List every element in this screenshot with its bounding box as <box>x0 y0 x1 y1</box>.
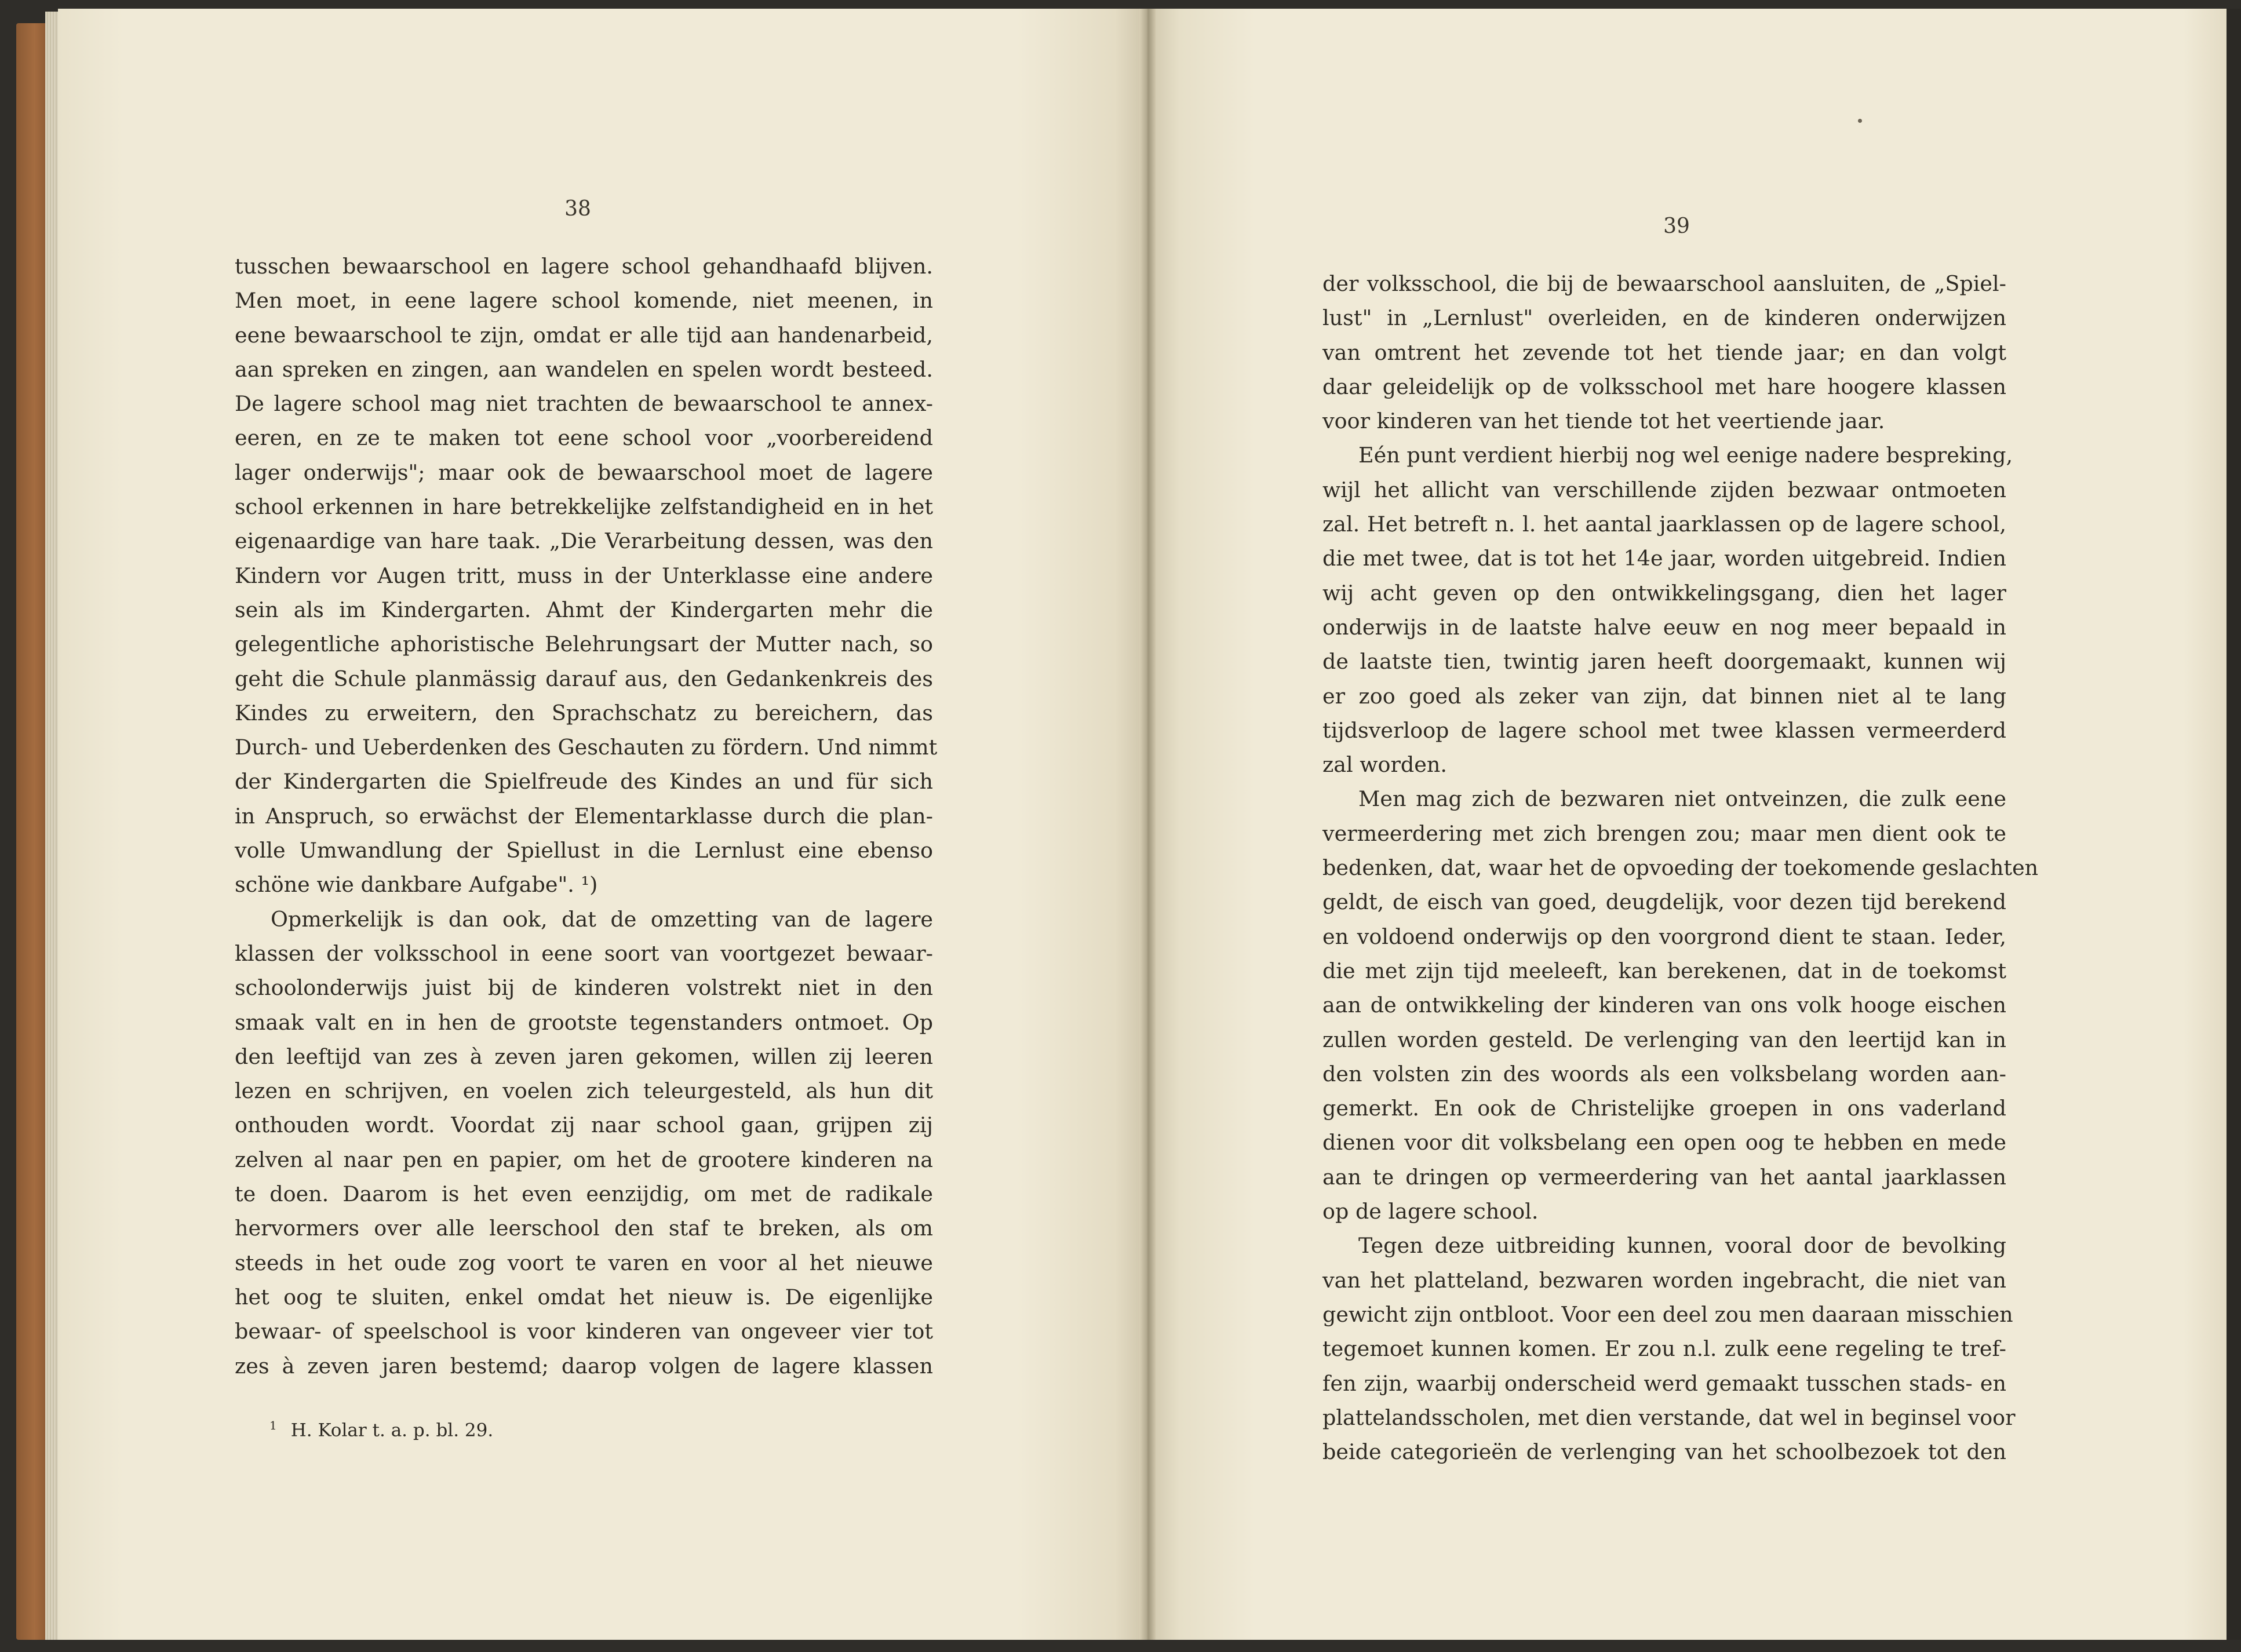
book-gutter <box>1139 9 1156 1640</box>
footnote <box>269 1418 493 1441</box>
text-line: lager onderwijs"; maar ook de bewaarschool moet de lagere <box>235 460 933 485</box>
text-line: van het platteland, bezwaren worden ingebracht, die niet van <box>1322 1267 2006 1293</box>
text-line: geldt, de eisch van goed, deugdelijk, voor dezen tijd berekend <box>1322 889 2006 915</box>
text-line: tusschen bewaarschool en lagere school gehandhaafd blijven. <box>235 254 933 279</box>
text-line: aan de ontwikkeling der kinderen van ons volk hooge eischen <box>1322 993 2006 1018</box>
text-line: den volsten zin des woords als een volksbelang worden aan- <box>1322 1061 2006 1086</box>
text-line: smaak valt en in hen de grootste tegenstanders ontmoet. Op <box>235 1009 933 1035</box>
footnote-text: H. Kolar t. a. p. bl. 29. <box>290 1420 494 1441</box>
text-line: bewaar- of speelschool is voor kinderen van ongeveer vier tot <box>235 1319 933 1344</box>
text-line: op de lagere school. <box>1322 1199 1539 1224</box>
text-line: plattelandsscholen, met dien verstande, dat wel in beginsel voor <box>1322 1405 2016 1430</box>
page-number-left: 38 <box>564 197 591 221</box>
text-line: de laatste tien, twintig jaren heeft doorgemaakt, kunnen wij <box>1322 649 2006 674</box>
text-line: zullen worden gesteld. De verlenging van den leertijd kan in <box>1322 1027 2006 1052</box>
text-line: bedenken, dat, waar het de opvoeding der toekomende geslachten <box>1322 855 2039 881</box>
page-number-right: 39 <box>1663 214 1690 238</box>
text-line: eene bewaarschool te zijn, omdat er alle tijd aan handenarbeid, <box>235 322 933 348</box>
text-line: tegemoet kunnen komen. Er zou n.l. zulk eene regeling te tref- <box>1322 1336 2006 1362</box>
text-line: vermeerdering met zich brengen zou; maar men dient ook te <box>1322 820 2006 846</box>
text-line: wijl het allicht van verschillende zijden bezwaar ontmoeten <box>1322 477 2006 502</box>
text-line: Opmerkelijk is dan ook, dat de omzetting van de lagere <box>271 906 933 932</box>
text-line: lezen en schrijven, en voelen zich teleurgesteld, als hun dit <box>235 1078 933 1104</box>
text-line: die met twee, dat is tot het 14e jaar, worden uitgebreid. Indien <box>1322 546 2006 571</box>
text-line: Durch- und Ueberdenken des Geschauten zu fördern. Und nimmt <box>235 735 938 760</box>
text-line: onthouden wordt. Voordat zij naar school gaan, grijpen zij <box>235 1113 933 1138</box>
left-page-body-text <box>235 249 938 1383</box>
text-line: aan spreken en zingen, aan wandelen en spelen wordt besteed. <box>235 356 933 382</box>
text-line: school erkennen in hare betrekkelijke zelfstandigheid en in het <box>235 494 933 520</box>
text-line: die met zijn tijd meeleeft, kan berekenen, dat in de toekomst <box>1322 958 2006 983</box>
text-line: Kindes zu erweitern, den Sprachschatz zu bereichern, das <box>235 700 933 725</box>
text-line: het oog te sluiten, enkel omdat het nieuw is. De eigenlijke <box>235 1284 933 1310</box>
text-line: Tegen deze uitbreiding kunnen, vooral door de bevolking <box>1358 1233 2006 1259</box>
text-line: Eén punt verdient hierbij nog wel eenige nadere bespreking, <box>1358 443 2013 468</box>
text-line: eigenaardige van hare taak. „Die Verarbeitung dessen, was den <box>235 528 933 554</box>
text-line: sein als im Kindergarten. Ahmt der Kindergarten mehr die <box>235 597 933 622</box>
text-line: den leeftijd van zes à zeven jaren gekomen, willen zij leeren <box>235 1044 933 1069</box>
text-line: zelven al naar pen en papier, om het de grootere kinderen na <box>235 1147 933 1172</box>
text-line: beide categorieën de verlenging van het schoolbezoek tot den <box>1322 1439 2006 1465</box>
text-line: Men mag zich de bezwaren niet ontveinzen, die zulk eene <box>1358 786 2006 812</box>
text-line: van omtrent het zevende tot het tiende jaar; en dan volgt <box>1322 340 2006 365</box>
text-line: hervormers over alle leerschool den staf te breken, als om <box>235 1216 933 1241</box>
text-line: zal worden. <box>1322 752 1448 778</box>
text-line: onderwijs in de laatste halve eeuw en nog meer bepaald in <box>1322 614 2006 640</box>
text-line: steeds in het oude zog voort te varen en voor al het nieuwe <box>235 1250 933 1275</box>
scan-right-edge <box>2227 9 2241 1640</box>
text-line: daar geleidelijk op de volksschool met hare hoogere klassen <box>1322 374 2006 399</box>
text-line: en voldoend onderwijs op den voorgrond dient te staan. Ieder, <box>1322 924 2006 949</box>
text-line: geht die Schule planmässig darauf aus, den Gedankenkreis des <box>235 666 933 691</box>
text-line: eeren, en ze te maken tot eene school voor „voorbereidend <box>235 425 933 451</box>
text-line: zes à zeven jaren bestemd; daarop volgen de lagere klassen <box>235 1353 933 1379</box>
text-line: schoolonderwijs juist bij de kinderen volstrekt niet in den <box>235 975 933 1001</box>
text-line: der volksschool, die bij de bewaarschool aansluiten, de „Spiel- <box>1322 271 2006 296</box>
text-line: gewicht zijn ontbloot. Voor een deel zou men daaraan misschien <box>1322 1301 2013 1327</box>
text-line: De lagere school mag niet trachten de bewaarschool te annex- <box>235 391 933 417</box>
text-line: zal. Het betreft n. l. het aantal jaarklassen op de lagere school, <box>1322 512 2006 537</box>
footnote-marker: 1 <box>269 1418 277 1432</box>
paper-speck <box>1858 119 1862 123</box>
text-line: aan te dringen op vermeerdering van het aantal jaarklassen <box>1322 1164 2006 1190</box>
text-line: klassen der volksschool in eene soort van voortgezet bewaar- <box>235 940 933 966</box>
text-line: Kindern vor Augen tritt, muss in der Unterklasse eine andere <box>235 563 933 588</box>
text-line: gelegentliche aphoristische Belehrungsart der Mutter nach, so <box>235 632 933 657</box>
text-line: tijdsverloop de lagere school met twee klassen vermeerderd <box>1322 717 2006 743</box>
text-line: gemerkt. En ook de Christelijke groepen in ons vaderland <box>1322 1096 2006 1121</box>
text-line: te doen. Daarom is het even eenzijdig, om met de radikale <box>235 1181 933 1207</box>
text-line: voor kinderen van het tiende tot het veertiende jaar. <box>1322 409 1885 434</box>
text-line: dienen voor dit volksbelang een open oog te hebben en mede <box>1322 1130 2006 1155</box>
text-line: schöne wie dankbare Aufgabe". ¹) <box>235 872 598 898</box>
text-line: lust" in „Lernlust" overleiden, en de kinderen onderwijzen <box>1322 305 2006 331</box>
text-line: wij acht geven op den ontwikkelingsgang, dien het lager <box>1322 580 2006 606</box>
text-line: volle Umwandlung der Spiellust in die Lernlust eine ebenso <box>235 838 933 863</box>
text-line: Men moet, in eene lagere school komende, niet meenen, in <box>235 288 933 313</box>
text-line: der Kindergarten die Spielfreude des Kindes an und für sich <box>235 769 933 794</box>
text-line: er zoo goed als zeker van zijn, dat binnen niet al te lang <box>1322 683 2006 709</box>
right-page-body-text <box>1322 267 2039 1469</box>
text-line: in Anspruch, so erwächst der Elementarklasse durch die plan- <box>235 803 933 829</box>
text-line: fen zijn, waarbij onderscheid werd gemaakt tusschen stads- en <box>1322 1370 2006 1396</box>
